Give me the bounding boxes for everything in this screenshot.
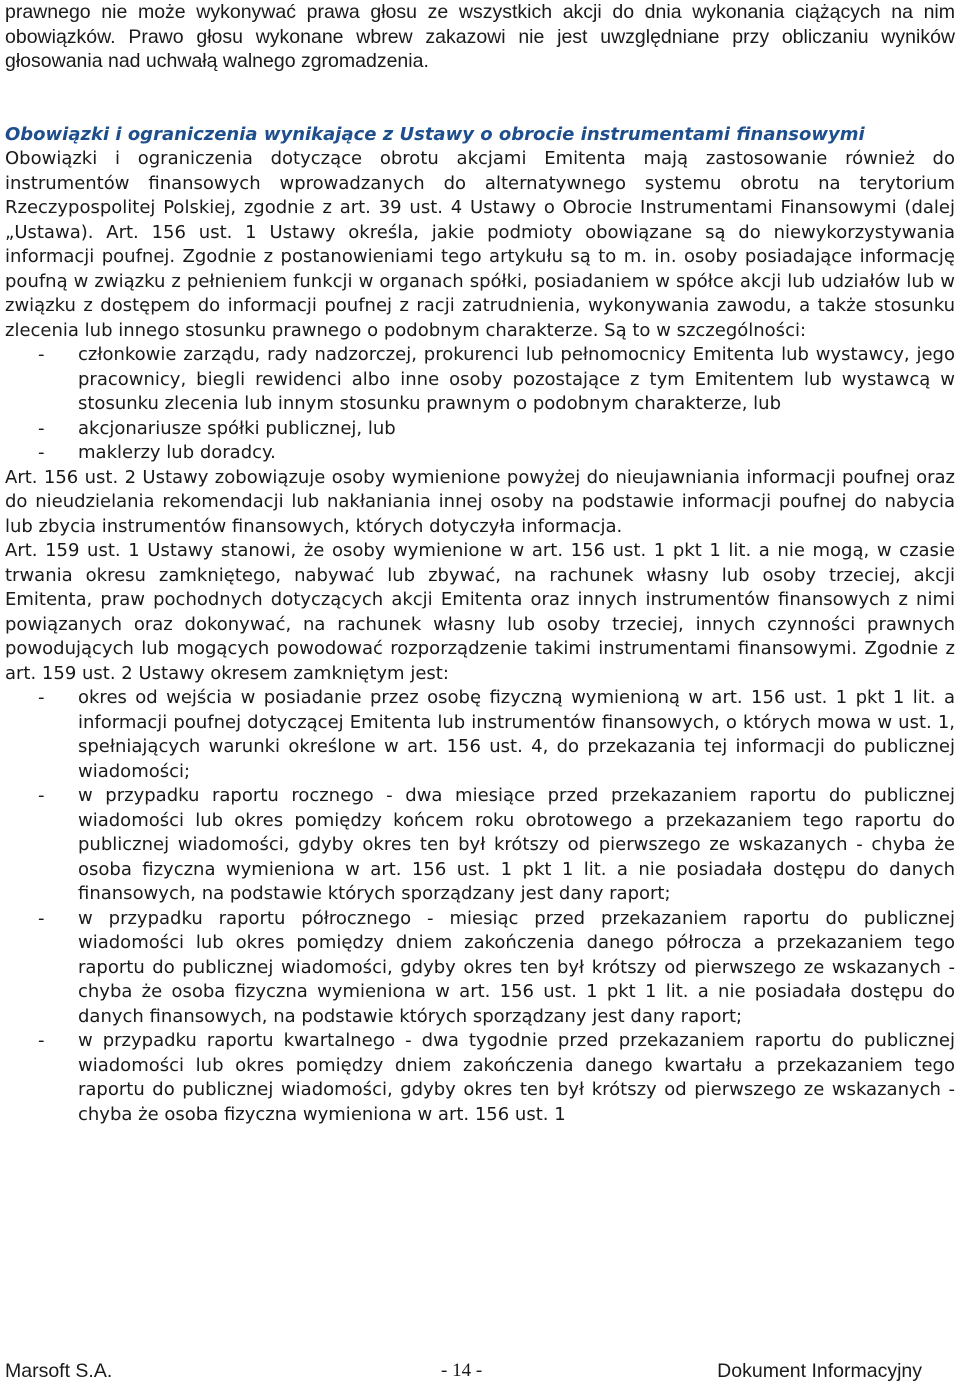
list-item: - członkowie zarządu, rady nadzorczej, prokurenci lub pełnomocnicy Emitenta lub wystawcy, jego pracownicy, biegli rewidenci albo inne osoby pozostające z tym Emitentem lub wystawcą w stosunku zlecenia lub innym stosunku prawnym o podobnym charakterze, lub bbox=[5, 343, 955, 417]
footer-company: Marsoft S.A. bbox=[5, 1360, 113, 1382]
section-paragraph-2: Art. 156 ust. 2 Ustawy zobowiązuje osoby wymienione powyżej do nieujawniania informacji poufnej oraz do nieudzielania rekomendacji lub nakłaniania innej osoby na podstawie informacji poufnej do nabycia lub zbycia instrumentów finansowych, których dotyczyła informacja. bbox=[5, 466, 955, 537]
footer-page-number: - 14 - bbox=[441, 1360, 483, 1381]
list-item: - okres od wejścia w posiadanie przez osobę fizyczną wymienioną w art. 156 ust. 1 pkt 1 lit. a informacji poufnej dotyczącej Emitenta lub instrumentów finansowych, o których mowa w ust. 1, spełniających warunki określone w art. 156 ust. 4, do przekazania tej informacji do publicznej wiadomości; bbox=[5, 686, 955, 784]
section-paragraph-3: Art. 159 ust. 1 Ustawy stanowi, że osoby wymienione w art. 156 ust. 1 pkt 1 lit. a nie mogą, w czasie trwania okresu zamkniętego, nabywać lub zbywać, na rachunek własny lub osoby trzeciej, akcji Emitenta, praw pochodnych dotyczących akcji Emitenta oraz innych instrumentów finansowych z nimi powiązanych oraz dokonywać, na rachunek własny lub osoby trzeciej, innych czynności prawnych powodujących lub mogących powodować rozporządzenie takimi instrumentami finansowymi. Zgodnie z art. 159 ust. 2 Ustawy okresem zamkniętym jest: bbox=[5, 540, 955, 684]
insider-list bbox=[5, 343, 955, 466]
list-item: - w przypadku raportu kwartalnego - dwa tygodnie przed przekazaniem raportu do publicznej wiadomości lub okres pomiędzy dniem zakończenia danego kwartału a przekazaniem tego raportu do publicznej wiadomości, gdyby okres ten był krótszy od pierwszego ze wskazanych - chyba że osoba fizyczna wymieniona w art. 156 ust. 1 bbox=[5, 1029, 955, 1127]
section-heading: Obowiązki i ograniczenia wynikające z Ustawy o obrocie instrumentami finansowymi bbox=[5, 123, 865, 145]
list-item: - w przypadku raportu półrocznego - miesiąc przed przekazaniem raportu do publicznej wiadomości lub okres pomiędzy dniem zakończenia danego półrocza a przekazaniem tego raportu do publicznej wiadomości, gdyby okres ten był krótszy od pierwszego ze wskazanych - chyba że osoba fizyczna wymieniona w art. 156 ust. 1 pkt 1 lit. a nie posiadała dostępu do danych finansowych, na podstawie których sporządzany jest dany raport; bbox=[5, 907, 955, 1030]
list-item: - w przypadku raportu rocznego - dwa miesiące przed przekazaniem raportu do publicznej wiadomości lub okres pomiędzy końcem roku obrotowego a przekazaniem tego raportu do publicznej wiadomości, gdyby okres ten był krótszy od pierwszego ze wskazanych - chyba że osoba fizyczna wymieniona w art. 156 ust. 1 pkt 1 lit. a nie posiadała dostępu do danych finansowych, na podstawie których sporządzany jest dany raport; bbox=[5, 784, 955, 907]
section-paragraph-1: Obowiązki i ograniczenia dotyczące obrotu akcjami Emitenta mają zastosowanie również do instrumentów finansowych wprowadzanych do alternatywnego systemu obrotu na terytorium Rzeczypospolitej Polskiej, zgodnie z art. 39 ust. 4 Ustawy o Obrocie Instrumentami Finansowymi (dalej „Ustawa). Art. 156 ust. 1 Ustawy określa, jakie podmioty obowiązane są do niewykorzystywania informacji poufnej. Zgodnie z postanowieniami tego artykułu są to m. in. osoby posiadające informację poufną w związku z pełnieniem funkcji w organach spółki, posiadaniem w spółce akcji lub udziałów lub w związku z dostępem do informacji poufnej z racji zatrudnienia, wykonywania zawodu, a także stosunku zlecenia lub innego stosunku prawnego o podobnym charakterze. Są to w szczególności: bbox=[5, 148, 955, 341]
section-gap bbox=[5, 74, 955, 123]
list-item: - maklerzy lub doradcy. bbox=[5, 441, 955, 466]
closed-period-list bbox=[5, 686, 955, 1127]
list-item: - akcjonariusze spółki publicznej, lub bbox=[5, 417, 955, 442]
footer-document-title: Dokument Informacyjny bbox=[717, 1360, 922, 1382]
intro-paragraph: prawnego nie może wykonywać prawa głosu ze wszystkich akcji do dnia wykonania ciążących na nim obowiązków. Prawo głosu wykonane wbrew zakazowi nie jest uwzględniane przy obliczaniu wyników głosowania nad uchwałą walnego zgromadzenia. bbox=[5, 1, 955, 72]
document-page bbox=[5, 0, 955, 1127]
